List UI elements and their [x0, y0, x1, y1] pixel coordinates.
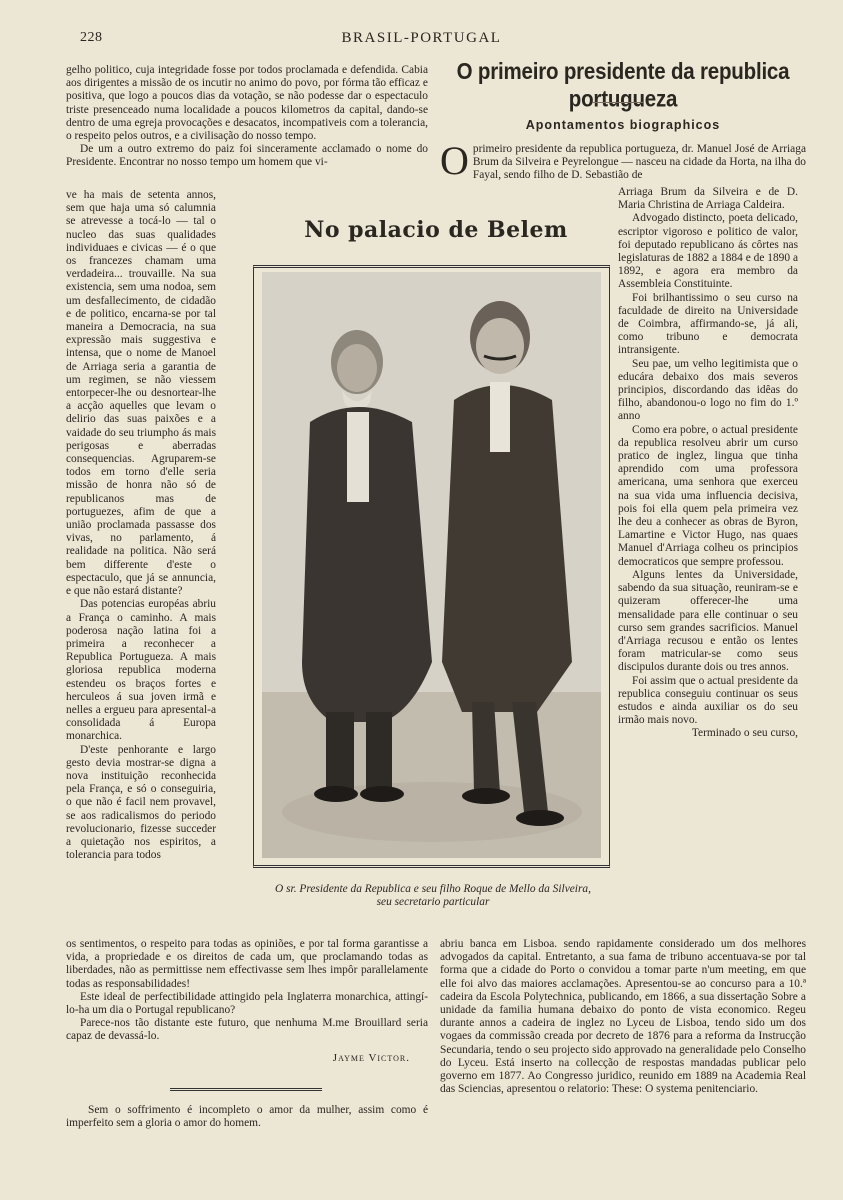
paragraph: Foi brilhantissimo o seu curso na faculdade de direito na Universidade de Coimbra, affirmando-se, já ali, como tribuno e democrata intransigente. — [618, 291, 798, 357]
maxim — [66, 1104, 428, 1130]
maxim-text: Sem o soffrimento é incompleto o amor da mulher, assim como é imperfeito sem a gloria o amor do homem. — [66, 1104, 428, 1130]
caption-line: seu secretario particular — [376, 896, 490, 908]
paragraph: Advogado distincto, poeta delicado, escriptor vigoroso e politico de valor, foi deputado republicano ás côrtes nas legislaturas de 1882 a 1884 e de 1890 a 1892, e agora era membro da Assembleia Constituinte. — [618, 212, 798, 291]
right-column-bottom — [440, 938, 806, 1096]
paragraph: os sentimentos, o respeito para todas as opiniões, e por tal forma garantisse a vida, a propriedade e os direitos de cada um, que proclamando todas as liberdades, não as permittisse nem effectivasse sem lhes impôr parallelamente todas as responsabilidades! — [66, 938, 428, 990]
article-subtitle: Apontamentos biographicos — [525, 118, 721, 132]
photo-heading: No palacio de Belem — [304, 217, 568, 243]
photograph — [262, 272, 601, 858]
intro-text: primeiro presidente da republica portugueza, dr. Manuel José de Arriaga Brum da Silveira e Peyrelongue — nasceu na cidade da Horta, na ilha do Fayal, sendo filho de D. Sebastião de — [472, 143, 806, 182]
paragraph: Este ideal de perfectibilidade attingido pela Inglaterra monarchica, attingí-lo-ha um dia o Portugal republicano? — [66, 990, 428, 1017]
article-intro — [440, 138, 806, 183]
paragraph: Seu pae, um velho legitimista que o educára debaixo dos mais severos principios, discordando das idêas do filho, abandonou-o logo no fim do 1.º anno — [618, 357, 798, 423]
paragraph: Alguns lentes da Universidade, sabendo da sua situação, reuniram-se e quizeram offerecer-lhe uma mensalidade para elle continuar o seu curso sem grandes sacrificios. Manuel d'Arriaga recusou e então os lentes foram matricular-se como seus discipulos durante dois ou tres annos. — [618, 568, 798, 674]
paragraph: Foi assim que o actual presidente da republica conseguiu continuar os seus estudos e ainda auxiliar os do seu irmão mais novo. — [618, 674, 798, 727]
paragraph: Terminado o seu curso, — [691, 727, 798, 740]
section-divider — [170, 1088, 322, 1091]
title-divider — [592, 102, 644, 103]
paragraph: gelho politico, cuja integridade fosse por todos proclamada e defendida. Cabia aos dirigentes a missão de os incutir no animo do povo, por fórma tão efficaz e positiva, que logo a poucos dias da votação, se não podesse dar o espectaculo triste presenceado numa localidade a poucos kilometros da capital, dando-se dentro de uma egreja provocações e desacatos, incompativeis com a tolerancia, o respeito pelos outros, e a civilisação do nosso tempo. — [66, 64, 428, 143]
left-column-narrow — [66, 189, 216, 862]
photo-illustration — [262, 272, 601, 858]
paragraph: Arriaga Brum da Silveira e de D. Maria Christina de Arriaga Caldeira. — [618, 186, 798, 212]
left-column-top — [66, 64, 428, 170]
paragraph: ve ha mais de setenta annos, sem que haja uma só calumnia se atrevesse a tocá-lo — tal o nucleo das suas qualidades individuaes e civicas — é o que os francezes chamam uma verdadeira... trouvaille. Na sua existencia, sem uma nodoa, sem um desfallecimento, de cidadão e de politico, encarna-se por tal maneira a Democracia, na sua expressão mais suggestiva e intensa, que o nome de Manoel de Arriaga seria a garantia de um regimen, se não viessem entorpecer-lhe ou desnortear-lhe a acção aquelles que levam o delirio das suas paixões e a vaidade do seu triumpho ás mais perigosas e aberradas consequencias. Agruparem-se todos em torno d'elle seria missão de honra não só de republicanos mas de portuguezes, afim de que a união proclamada passasse dos vivas, no parlamento, á realidade na politica. Não será bem differente d'este o espectaculo, que já se annuncia, e que não estará distante? — [66, 189, 216, 598]
right-column-narrow — [618, 186, 798, 741]
paragraph: De um a outro extremo do paiz foi sinceramente acclamado o nome do Presidente. Encontrar no nosso tempo um homem que vi- — [66, 143, 428, 169]
caption-line: O sr. Presidente da Republica e seu filho Roque de Mello da Silveira, — [275, 883, 591, 895]
paragraph: Como era pobre, o actual presidente da republica resolveu abrir um curso pratico de inglez, lingua que tinha aprendido com uma professora americana, uma senhora que exerceu na sua vida uma influencia decisiva, pois foi ella quem pela primeira vez lhe deu a conhecer as obras de Byron, Lamartine e Victor Hugo, nas quaes Manuel d'Arriaga colheu os principios democraticos que sempre professou. — [618, 423, 798, 568]
photo-caption — [252, 883, 614, 909]
page-number: 228 — [80, 30, 103, 45]
paragraph: D'este penhorante e largo gesto devia mostrar-se digna a nova instituição reconhecida pela França, e só o conseguiria, o que não é facil nem provavel, se aos radicalismos do periodo revolucionario, fizesse succeder a quietação nos espiritos, a tolerancia para todos — [66, 743, 216, 862]
author-signature: Jayme Victor. — [332, 1052, 410, 1064]
paragraph: abriu banca em Lisboa. sendo rapidamente considerado um dos melhores advogados da capital. Entretanto, a sua fama de tribuno accentuava-se por tal forma que a cidade do Porto o convidou a tomar parte n'um meeting, em que elle foi alvo das maiores acclamações. Apresentou-se ao concurso para a 10.ª cadeira da Escola Polytechnica, publicando, em 1866, a sua dissertação Sobre a unidade da familia humana debaixo do ponto de vista economico. Regeu durante annos a cadeira de inglez no Lyceu de Lisboa, tendo sido um dos vogaes da commissão creada por decreto de 1876 para a reforma da Instrucção Secundaria, tendo o seu projecto sido approvado na generalidade pelo Conselho do Lyceu. Está inserto na collecção de respostas mandadas publicar pelo governo em 1877. Ao Congresso juridico, reunido em 1889 na Academia Real das Sciencias, apresentou o relatorio: These: O systema penitenciario. — [440, 938, 806, 1096]
paragraph: Parece-nos tão distante este futuro, que nenhuma M.me Brouillard seria capaz de devassá-lo. — [66, 1017, 428, 1043]
article-title: O primeiro presidente da republica portugueza — [456, 58, 790, 113]
paragraph: Das potencias européas abriu a França o caminho. A mais poderosa nação latina foi a primeira a reconhecer a Republica Portugueza. A mais gloriosa republica moderna estendeu os braços fortes e herculeos á sua joven irmã e nelles a ergueu para apresental-a consolidada á Europa monarchica. — [66, 598, 216, 743]
drop-cap: O — [440, 138, 469, 183]
running-title: BRASIL-PORTUGAL — [341, 30, 502, 46]
left-column-bottom — [66, 938, 428, 1044]
